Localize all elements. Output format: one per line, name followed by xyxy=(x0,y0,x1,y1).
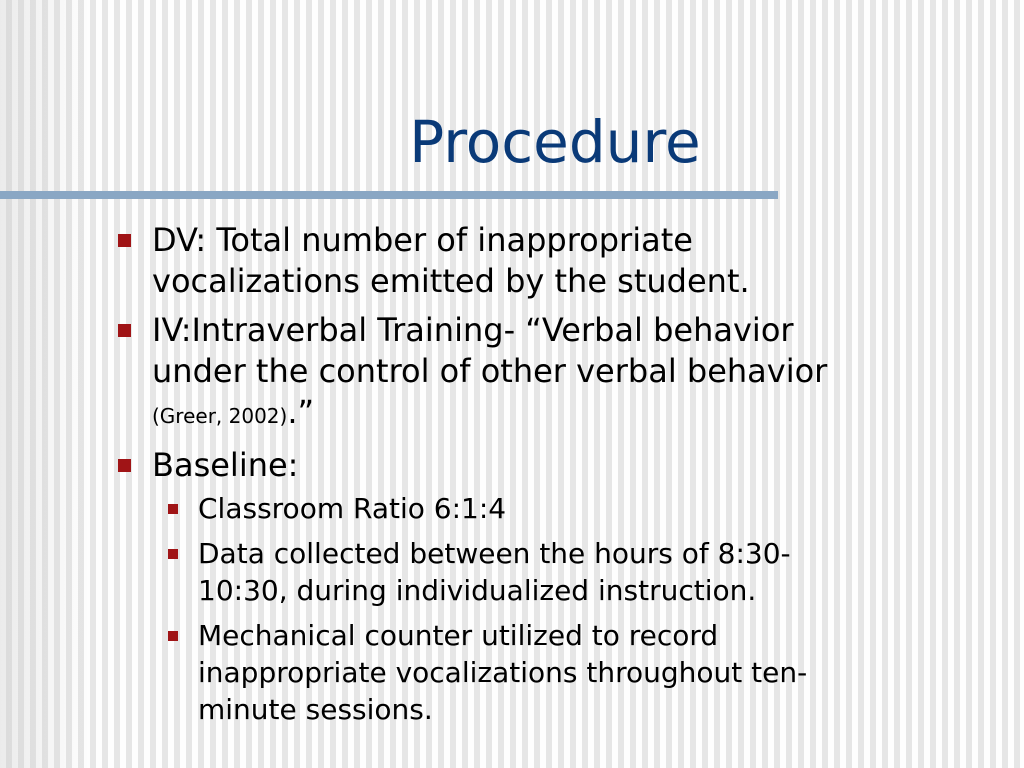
baseline-sub-list xyxy=(198,490,1012,728)
sub-bullet-data-collected xyxy=(198,535,1012,609)
title-underline-rule xyxy=(0,191,778,199)
bullet-dv xyxy=(152,220,1012,302)
square-bullet-icon xyxy=(168,504,178,514)
bullet-iv-line-2: under the control of other verbal behavior xyxy=(152,352,828,390)
square-bullet-icon xyxy=(168,549,178,559)
slide-content xyxy=(152,220,1012,736)
sub-bullet-line-1: Data collected between the hours of 8:30- xyxy=(198,537,791,570)
bullet-iv xyxy=(152,310,1012,437)
square-bullet-icon xyxy=(118,234,131,247)
bullet-baseline xyxy=(152,445,1012,728)
citation: (Greer, 2002) xyxy=(152,404,288,428)
bullet-dv-line-2: vocalizations emitted by the student. xyxy=(152,262,750,300)
bullet-iv-line-3 xyxy=(152,392,1012,437)
sub-bullet-line-1: Mechanical counter utilized to record xyxy=(198,619,719,652)
bullet-iv-line-1: IV:Intraverbal Training- “Verbal behavior xyxy=(152,311,794,349)
sub-bullet-line-3: minute sessions. xyxy=(198,693,433,726)
square-bullet-icon xyxy=(118,324,131,337)
bullet-dv-line-1: DV: Total number of inappropriate xyxy=(152,221,693,259)
sub-bullet-mechanical-counter xyxy=(198,617,1012,728)
sub-bullet-line-2: 10:30, during individualized instruction. xyxy=(198,574,757,607)
sub-bullet-classroom-ratio xyxy=(198,490,1012,527)
square-bullet-icon xyxy=(168,631,178,641)
closing-quote: .” xyxy=(287,393,315,431)
square-bullet-icon xyxy=(118,459,131,472)
slide-title: Procedure xyxy=(409,108,701,176)
sub-bullet-line-2: inappropriate vocalizations throughout ten- xyxy=(198,656,808,689)
sub-bullet-line-1: Classroom Ratio 6:1:4 xyxy=(198,492,507,525)
bullet-baseline-label: Baseline: xyxy=(152,446,299,484)
